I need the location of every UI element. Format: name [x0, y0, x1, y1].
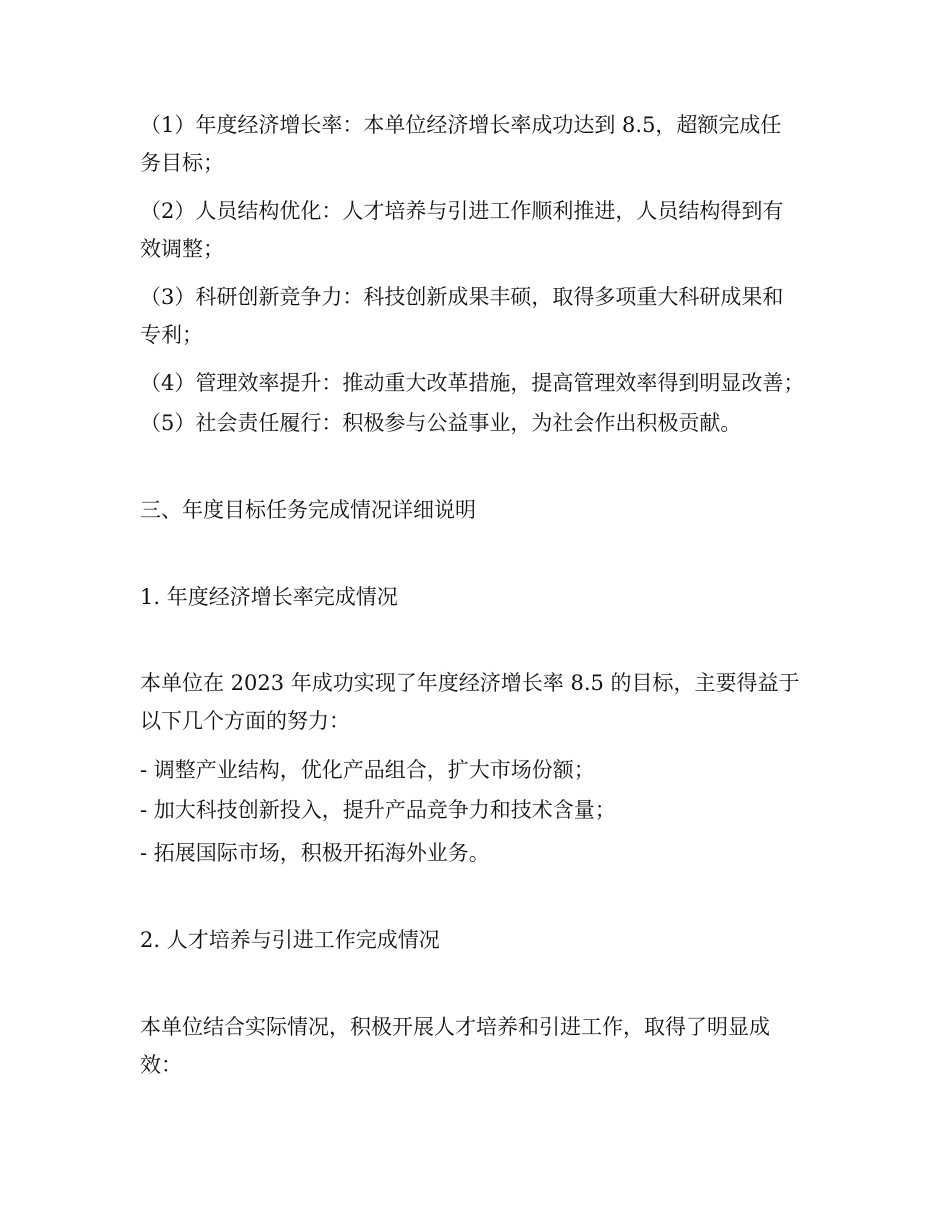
subsection-1-heading: 1. 年度经济增长率完成情况	[140, 585, 398, 609]
bullet-item-3: - 拓展国际市场，积极开拓海外业务。	[140, 841, 490, 865]
subsection-2-paragraph-line-2: 效：	[140, 1053, 182, 1077]
section-heading: 三、年度目标任务完成情况详细说明	[140, 498, 476, 522]
list-item-5: （5）社会责任履行：积极参与公益事业，为社会作出积极贡献。	[140, 411, 742, 435]
list-item-2-line-1: （2）人员结构优化：人才培养与引进工作顺利推进，人员结构得到有	[140, 199, 784, 223]
subsection-2-paragraph-line-1: 本单位结合实际情况，积极开展人才培养和引进工作，取得了明显成	[140, 1015, 770, 1039]
list-item-4: （4）管理效率提升：推动重大改革措施，提高管理效率得到明显改善；	[140, 371, 805, 395]
list-item-3-line-1: （3）科研创新竞争力：科技创新成果丰硕，取得多项重大科研成果和	[140, 285, 784, 309]
list-item-3-line-2: 专利；	[140, 323, 203, 347]
subsection-2-heading: 2. 人才培养与引进工作完成情况	[140, 928, 440, 952]
subsection-1-paragraph-line-2: 以下几个方面的努力：	[140, 709, 350, 733]
bullet-item-2: - 加大科技创新投入，提升产品竞争力和技术含量；	[140, 798, 616, 822]
bullet-item-1: - 调整产业结构，优化产品组合，扩大市场份额；	[140, 758, 595, 782]
list-item-1-line-2: 务目标；	[140, 151, 224, 175]
list-item-2-line-2: 效调整；	[140, 237, 224, 261]
subsection-1-paragraph-line-1: 本单位在 2023 年成功实现了年度经济增长率 8.5 的目标，主要得益于	[140, 671, 800, 695]
list-item-1-line-1: （1）年度经济增长率：本单位经济增长率成功达到 8.5，超额完成任	[140, 113, 782, 137]
